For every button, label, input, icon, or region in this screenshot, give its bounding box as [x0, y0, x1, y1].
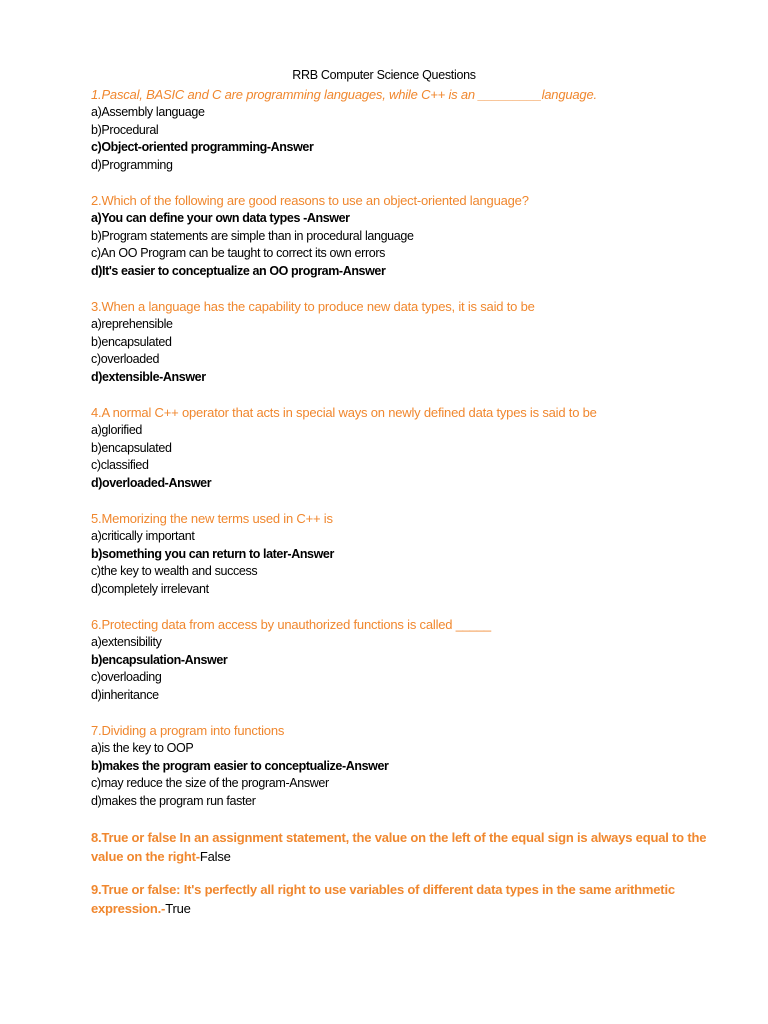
question-block-4: [91, 404, 731, 492]
answer-option: d)extensible-Answer: [91, 369, 206, 384]
option: c)classified: [91, 458, 149, 472]
option: d)Programming: [91, 157, 173, 172]
question-text: [91, 828, 731, 866]
option: a)Assembly language: [91, 105, 205, 119]
option: b)Procedural: [91, 122, 159, 137]
question-text: 2.Which of the following are good reasons to use an object-oriented language?: [91, 193, 529, 208]
option: d)inheritance: [91, 687, 159, 702]
answer-text: False: [199, 849, 231, 864]
answer-option: b)something you can return to later-Answer: [91, 546, 334, 561]
option: a)glorified: [91, 423, 143, 437]
document-title: RRB Computer Science Questions: [292, 68, 476, 82]
option: a)critically important: [91, 529, 195, 543]
question-block-6: [91, 616, 731, 704]
option: a)reprehensible: [91, 317, 173, 331]
question-text: 4.A normal C++ operator that acts in special ways on newly defined data types is said to be: [91, 405, 597, 420]
question-block-1: [91, 86, 731, 174]
answer-option: c)Object-oriented programming-Answer: [91, 140, 314, 154]
question-text: 5.Memorizing the new terms used in C++ is: [91, 511, 333, 526]
question-block-7: [91, 722, 731, 810]
option: c)the key to wealth and success: [91, 564, 258, 578]
question-text: 1.Pascal, BASIC and C are programming languages, while C++ is an _________language.: [91, 87, 597, 102]
option: a)extensibility: [91, 635, 162, 649]
option: d)makes the program run faster: [91, 793, 256, 808]
option: c)overloaded: [91, 352, 160, 366]
option: c)An OO Program can be taught to correct its own errors: [91, 246, 386, 260]
option: b)Program statements are simple than in procedural language: [91, 228, 414, 243]
question-block-3: [91, 298, 731, 386]
answer-text: True: [165, 901, 191, 916]
answer-option: b)encapsulation-Answer: [91, 652, 228, 667]
question-block-2: [91, 192, 731, 280]
question-block-8: [91, 828, 731, 866]
option: c)overloading: [91, 670, 162, 684]
answer-option: b)makes the program easier to conceptualize-Answer: [91, 758, 389, 773]
question-text: 3.When a language has the capability to produce new data types, it is said to be: [91, 299, 535, 314]
question-text: [91, 880, 731, 918]
answer-option: d)overloaded-Answer: [91, 475, 212, 490]
question-list: [91, 86, 731, 936]
option: b)encapsulated: [91, 440, 172, 455]
question-statement: 9.True or false: It's perfectly all right to use variables of different data types in the same arithmetic expression.-: [91, 882, 675, 916]
option: b)encapsulated: [91, 334, 172, 349]
option: d)completely irrelevant: [91, 581, 209, 596]
question-text: 6.Protecting data from access by unauthorized functions is called _____: [91, 617, 491, 632]
question-block-5: [91, 510, 731, 598]
question-statement: 8.True or false In an assignment statement, the value on the left of the equal sign is always equal to the value on the right-: [91, 830, 707, 864]
question-text: 7.Dividing a program into functions: [91, 723, 285, 738]
option: a)is the key to OOP: [91, 741, 194, 755]
answer-option: a)You can define your own data types -Answer: [91, 211, 350, 225]
option: c)may reduce the size of the program-Answer: [91, 776, 329, 790]
answer-option: d)It's easier to conceptualize an OO program-Answer: [91, 263, 386, 278]
question-block-9: [91, 880, 731, 918]
